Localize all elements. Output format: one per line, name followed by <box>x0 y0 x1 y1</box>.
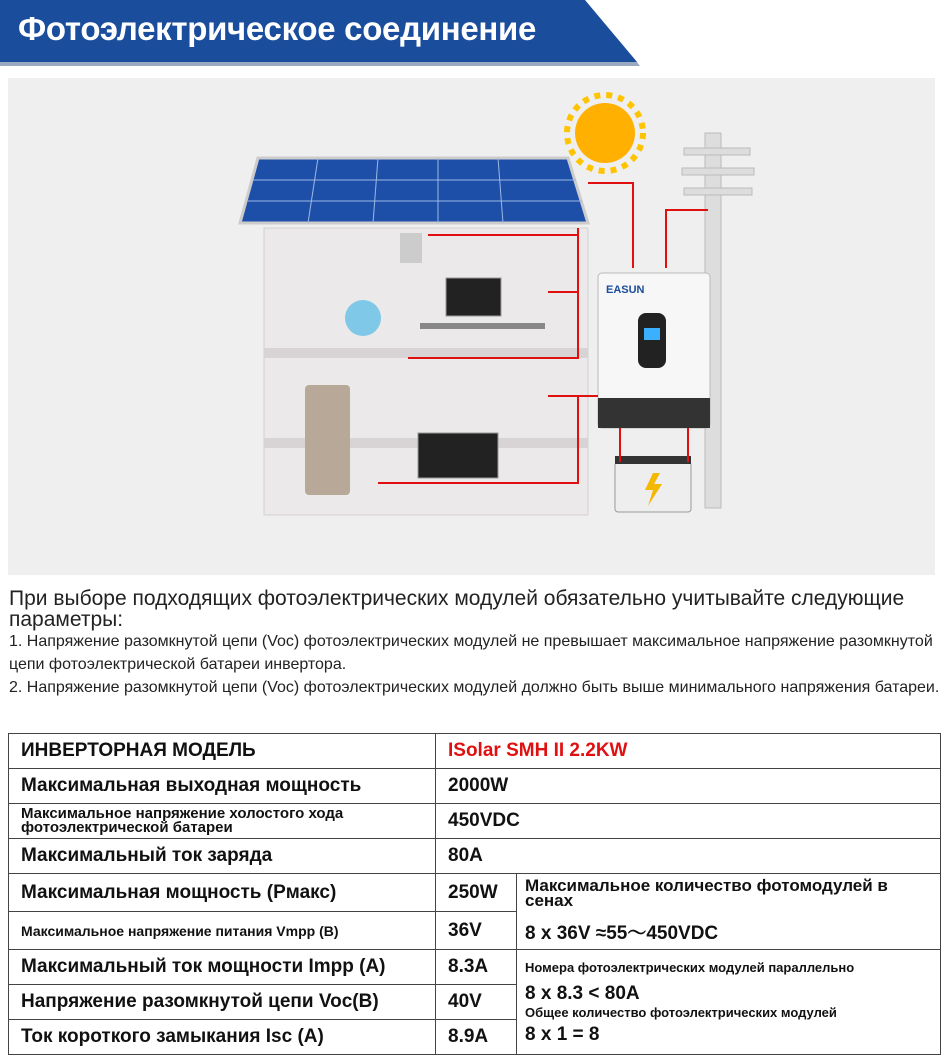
total-note-value: 8 x 1 = 8 <box>525 1024 600 1045</box>
cell-value: 36V <box>436 912 517 950</box>
cell-value: 250W <box>436 874 517 912</box>
parallel-note-title: Номера фотоэлектрических модулей параллельно <box>525 960 855 975</box>
sun-icon <box>567 95 643 171</box>
table-row <box>9 950 941 985</box>
intro-point: 2. Напряжение разомкнутой цепи (Voc) фотоэлектрических модулей должно быть выше минимального напряжения батареи. <box>9 679 940 696</box>
cell-label: Максимальное напряжение холостого хода фотоэлектрической батареи <box>9 804 436 839</box>
series-note-value: 8 x 36V ≈55～450VDC <box>525 923 719 944</box>
cell-value: 40V <box>436 985 517 1020</box>
page-title: Фотоэлектрическое соединение <box>18 10 537 47</box>
cell-label: Максимальная мощность (Рмакс) <box>9 874 436 912</box>
series-note-title: Максимальное количество фотомодулей в сенах <box>525 876 888 910</box>
table-row <box>9 769 941 804</box>
series-note <box>517 874 941 950</box>
header-banner <box>0 0 640 66</box>
table-row <box>9 874 941 912</box>
cell-value: 450VDC <box>436 804 941 839</box>
cell-model-value: ISolar SMH II 2.2KW <box>436 734 941 769</box>
table-row <box>9 839 941 874</box>
intro-lead: При выборе подходящих фотоэлектрических модулей обязательно учитывайте следующие параметры: <box>9 587 905 631</box>
table-row <box>9 804 941 839</box>
svg-text:EASUN: EASUN <box>606 284 645 296</box>
cell-value: 8.3A <box>436 950 517 985</box>
intro-point: 1. Напряжение разомкнутой цепи (Voc) фотоэлектрических модулей не превышает максимальное напряжение разомкнутой цепи фотоэлектрической батареи инвертора. <box>9 633 933 673</box>
cell-value: 2000W <box>436 769 941 804</box>
parallel-note-value: 8 x 8.3 < 80A <box>525 983 640 1004</box>
cell-label: Максимальное напряжение питания Vmpp (В) <box>9 912 436 950</box>
parallel-note <box>517 950 941 1055</box>
cell-label: Максимальная выходная мощность <box>9 769 436 804</box>
inverter-icon <box>598 273 710 428</box>
cell-label: Максимальный ток мощности Impp (A) <box>9 950 436 985</box>
intro-text <box>9 588 944 699</box>
house-illustration <box>240 158 588 515</box>
cell-value: 8.9A <box>436 1020 517 1055</box>
solar-system-diagram <box>8 78 935 575</box>
battery-icon <box>615 456 691 512</box>
total-note-title: Общее количество фотоэлектрических модулей <box>525 1005 837 1020</box>
cell-label: Ток короткого замыкания Isc (A) <box>9 1020 436 1055</box>
cell-value: 80A <box>436 839 941 874</box>
cell-label: ИНВЕРТОРНАЯ МОДЕЛЬ <box>9 734 436 769</box>
solar-panel <box>240 158 588 223</box>
cell-label: Максимальный ток заряда <box>9 839 436 874</box>
cell-label: Напряжение разомкнутой цепи Voc(В) <box>9 985 436 1020</box>
spec-table <box>8 733 941 1055</box>
table-row <box>9 734 941 769</box>
